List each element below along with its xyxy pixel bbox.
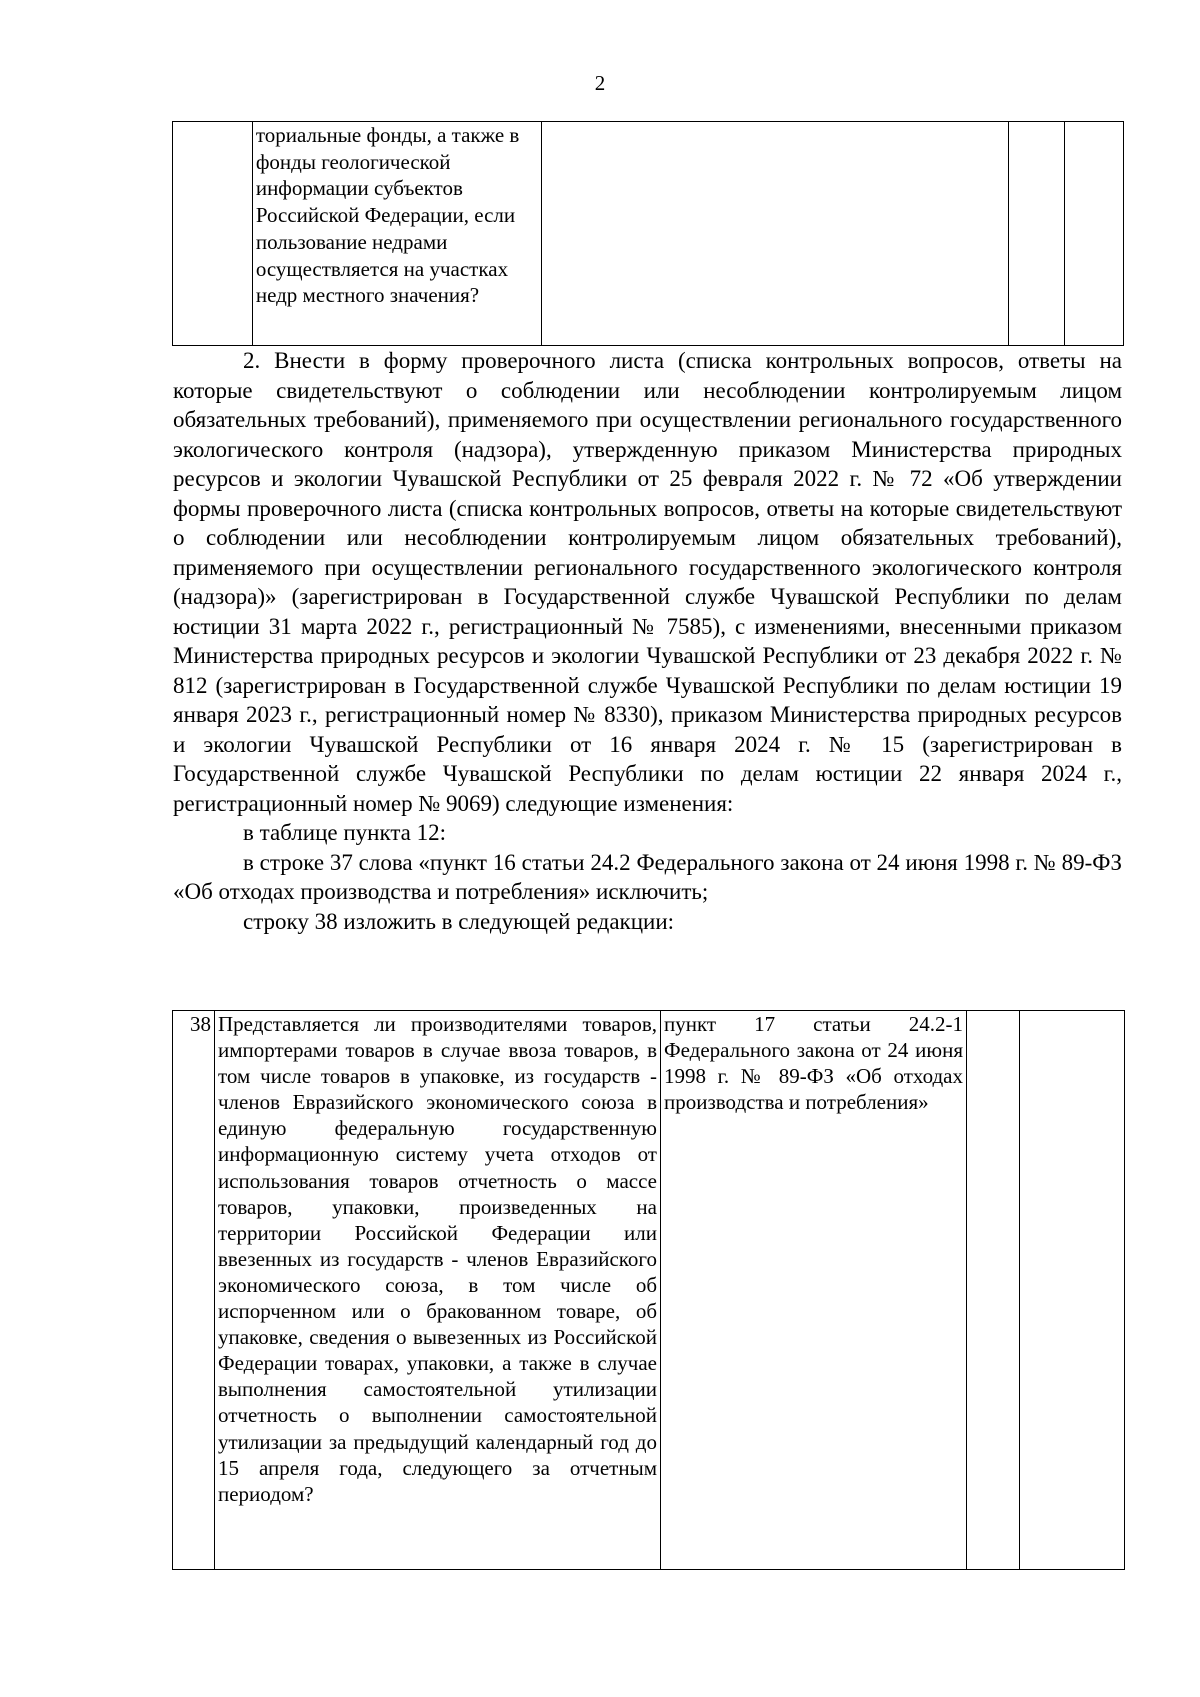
table-row (173, 1011, 1125, 1570)
answer-no-cell (1020, 1011, 1125, 1570)
answer-yes-cell (967, 1011, 1020, 1570)
row-number-cell: 38 (173, 1011, 215, 1570)
paragraph-table-reference: в таблице пункта 12: (243, 820, 447, 845)
answer-yes-cell (1008, 122, 1065, 346)
answer-no-cell (1065, 122, 1124, 346)
table-row (173, 122, 1124, 346)
page-number: 2 (594, 71, 606, 95)
checklist-table-new-row (172, 1010, 1125, 1570)
checklist-table-continued (172, 121, 1124, 346)
paragraph-amendment: 2. Внести в форму проверочного листа (списка контрольных вопросов, ответы на которые свидетельствуют о соблюдении или несоблюдении контролируемым лицом обязательных требований), применяемого при осуществлении регионального государственного экологического контроля (надзора), утвержденную приказом Министерства природных ресурсов и экологии Чувашской Республики от 25 февраля 2022 г. № 72 «Об утверждении формы проверочного листа (списка контрольных вопросов, ответы на которые свидетельствуют о соблюдении или несоблюдении контролируемым лицом обязательных требований), применяемого при осуществлении регионального государственного экологического контроля (надзора)» (зарегистрирован в Государственной службе Чувашской Республики по делам юстиции 31 марта 2022 г., регистрационный № 7585), с изменениями, внесенными приказом Министерства природных ресурсов и экологии Чувашской Республики от 23 декабря 2022 г. № 812 (зарегистрирован в Государственной службе Чувашской Республики по делам юстиции 19 января 2023 г., регистрационный номер № 8330), приказом Министерства природных ресурсов и экологии Чувашской Республики от 16 января 2024 г. № 15 (зарегистрирован в Государственной службе Чувашской Республики по делам юстиции 22 января 2024 г., регистрационный номер № 9069) следующие изменения: (173, 348, 1122, 816)
question-cell: Представляется ли производителями товаров, импортерами товаров в случае ввоза товаров, в том числе товаров в упаковке, из государств - членов Евразийского экономического союза в единую федеральную государственную информационную систему учета отходов от использования товаров отчетность о массе товаров, упаковки, произведенных на территории Российской Федерации или ввезенных из государств - членов Евразийского экономического союза, в том числе об испорченном или о бракованном товаре, об упаковке, сведения о вывезенных из Российской Федерации товарах, упаковки, а также в случае выполнения самостоятельной утилизации отчетность о выполнении самостоятельной утилизации за предыдущий календарный год до 15 апреля года, следующего за отчетным периодом? (215, 1011, 661, 1570)
paragraph-row-37: в строке 37 слова «пункт 16 статьи 24.2 Федерального закона от 24 июня 1998 г. № 89-ФЗ «Об отходах производства и потребления» исключить; (173, 849, 1122, 904)
reference-cell: пункт 17 статьи 24.2-1 Федерального закона от 24 июня 1998 г. № 89-ФЗ «Об отходах производства и потребления» (661, 1011, 967, 1570)
document-body (173, 346, 1122, 936)
row-number-cell (173, 122, 253, 346)
question-cell: ториальные фонды, а также в фонды геологической информации субъектов Российской Федерации, если пользование недрами осуществляется на участках недр местного значения? (252, 122, 541, 346)
paragraph-row-38: строку 38 изложить в следующей редакции: (243, 908, 675, 934)
reference-cell (541, 122, 1008, 346)
